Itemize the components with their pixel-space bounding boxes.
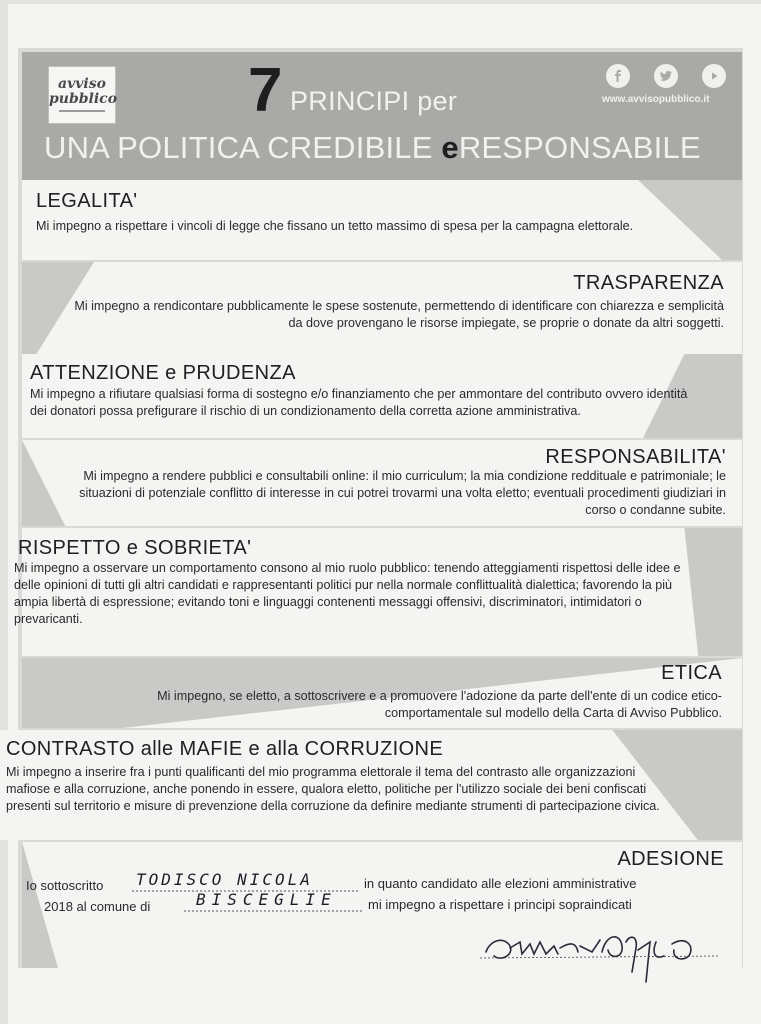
youtube-icon[interactable] xyxy=(702,64,726,88)
section-title-rispetto: RISPETTO e SOBRIETA' xyxy=(18,537,252,559)
section-text-etica: Mi impegno, se eletto, a sottoscrivere e a promuovere l'adozione da parte dell'ente di un codice etico-comportamentale sul modello della Carta di Avviso Pubblico. xyxy=(157,689,722,720)
adesione-label-4: mi impegno a rispettare i principi sopraindicati xyxy=(368,897,632,912)
section-text-attenzione: Mi impegno a rifiutare qualsiasi forma di sostegno e/o finanziamento che per ammontare del contributo ovvero identità dei donatori possa prefigurare il rischio di un condizionamento della corretta azione amministrativa. xyxy=(30,387,688,418)
adesione-title: ADESIONE xyxy=(617,848,724,870)
section-title-etica: ETICA xyxy=(661,662,722,684)
comune-name[interactable]: BISCEGLIE xyxy=(196,890,337,909)
section-text-rispetto: Mi impegno a osservare un comportamento consono al mio ruolo pubblico: tenendo atteggiamenti rispettosi delle idee e delle opinioni di tutti gli altri candidati e rappresentanti politici pur nella normale conflittualità dialettica; favorendo la più ampia libertà di espressione; evitando toni e linguaggi contenenti messaggi offensivi, discriminatori, intimidatori o prevaricanti. xyxy=(14,561,681,626)
adesione-label-1: Io sottoscritto xyxy=(26,878,104,893)
comune-underline xyxy=(184,910,362,912)
section-text-responsabilita: Mi impegno a rendere pubblici e consultabili online: il mio curriculum; la mia condizione reddituale e patrimoniale; le situazioni di potenziale conflitto di interesse in cui potrei trovarmi una volta eletto; eventuali procedimenti giudiziari in corso o condanne subite. xyxy=(79,469,726,517)
title-conjunction: e xyxy=(441,130,459,165)
section-text-legalita: Mi impegno a rispettare i vincoli di legge che fissano un tetto massimo di spesa per la campagna elettorale. xyxy=(36,219,634,233)
logo-underline xyxy=(59,110,105,112)
website-url: www.avvisopubblico.it xyxy=(602,94,710,105)
section-title-attenzione: ATTENZIONE e PRUDENZA xyxy=(30,362,296,384)
principles-number: 7 xyxy=(248,56,283,125)
title-line-2 xyxy=(44,130,701,166)
section-title-trasparenza: TRASPARENZA xyxy=(573,272,724,294)
section-text-trasparenza: Mi impegno a rendicontare pubblicamente le spese sostenute, permettendo di identificare con chiarezza e semplicità da dove provengano le risorse impiegate, se proprie o donate da altri soggetti. xyxy=(74,299,724,330)
section-title-legalita: LEGALITA' xyxy=(36,190,138,212)
facebook-icon[interactable] xyxy=(606,64,630,88)
adesione-label-2: in quanto candidato alle elezioni amministrative xyxy=(364,876,637,891)
logo-text-1: avviso xyxy=(58,76,106,92)
logo-text-2: pubblico xyxy=(49,91,118,107)
section-title-contrasto: CONTRASTO alle MAFIE e alla CORRUZIONE xyxy=(6,738,444,760)
adesione-label-3: 2018 al comune di xyxy=(44,899,151,914)
title-part-a: UNA POLITICA CREDIBILE xyxy=(44,130,442,165)
title-line-1: PRINCIPI per xyxy=(290,86,458,116)
handwritten-signature xyxy=(480,912,730,992)
avviso-pubblico-logo xyxy=(48,66,116,124)
title-part-b: RESPONSABILE xyxy=(458,130,701,165)
section-text-contrasto: Mi impegno a inserire fra i punti qualificanti del mio programma elettorale il tema del contrasto alle organizzazioni mafiose e alla corruzione, anche ponendo in essere, qualora eletto, politiche per l'utilizzo sociale dei beni confiscati presenti sul territorio e misure di prevenzione della corruzione da definire mediante strumenti di partecipazione civica. xyxy=(6,765,660,813)
candidate-name[interactable]: TODISCO NICOLA xyxy=(136,870,313,889)
section-title-responsabilita: RESPONSABILITA' xyxy=(545,446,726,468)
twitter-icon[interactable] xyxy=(654,64,678,88)
